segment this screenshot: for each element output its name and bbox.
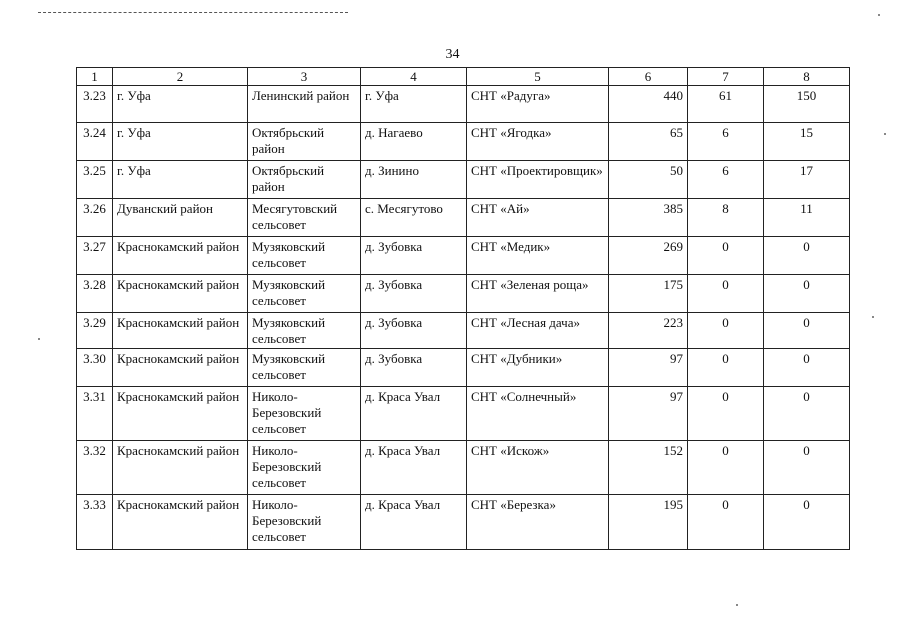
table-cell-c6: 50 [609,161,688,199]
table-cell-c7: 6 [688,161,764,199]
table-cell-c8: 0 [764,313,850,349]
table-row [77,313,850,349]
column-header: 5 [467,68,609,86]
table-cell-c6: 97 [609,349,688,387]
column-header: 1 [77,68,113,86]
table-cell-c8: 0 [764,387,850,441]
table-cell-c4: д. Зинино [361,161,467,199]
table-cell-c5: СНТ «Березка» [467,495,609,550]
table-cell-c4: д. Краса Увал [361,387,467,441]
scan-speck [38,338,40,340]
table-cell-c4: д. Зубовка [361,313,467,349]
table-cell-c3: Николо-Березовский сельсовет [248,441,361,495]
scan-speck [736,604,738,606]
table-cell-c1: 3.31 [77,387,113,441]
table-cell-c4: д. Зубовка [361,349,467,387]
table-cell-c7: 8 [688,199,764,237]
table-cell-c4: г. Уфа [361,86,467,123]
table-cell-c8: 11 [764,199,850,237]
table-cell-c5: СНТ «Проектировщик» [467,161,609,199]
table-cell-c3: Месягутовский сельсовет [248,199,361,237]
table-cell-c6: 223 [609,313,688,349]
table-cell-c7: 6 [688,123,764,161]
scan-speck [884,133,886,135]
column-header: 8 [764,68,850,86]
table-cell-c6: 97 [609,387,688,441]
table-cell-c3: Музяковский сельсовет [248,349,361,387]
table-row [77,495,850,550]
table-cell-c3: Музяковский сельсовет [248,275,361,313]
top-scan-rule [38,12,348,13]
table-cell-c8: 0 [764,349,850,387]
table-cell-c5: СНТ «Искож» [467,441,609,495]
table-cell-c2: г. Уфа [113,123,248,161]
table-cell-c7: 61 [688,86,764,123]
table-cell-c7: 0 [688,495,764,550]
table-cell-c5: СНТ «Зеленая роща» [467,275,609,313]
table-cell-c1: 3.30 [77,349,113,387]
table-row [77,123,850,161]
table-cell-c7: 0 [688,237,764,275]
column-header: 2 [113,68,248,86]
header-row [77,68,850,86]
table-row [77,199,850,237]
table-cell-c1: 3.33 [77,495,113,550]
table-row [77,161,850,199]
page-number: 34 [445,47,460,62]
table-cell-c2: г. Уфа [113,86,248,123]
table-cell-c4: д. Нагаево [361,123,467,161]
table-cell-c1: 3.23 [77,86,113,123]
table-cell-c1: 3.27 [77,237,113,275]
scan-speck [878,14,880,16]
table-cell-c2: Дуванский район [113,199,248,237]
table-cell-c4: д. Зубовка [361,275,467,313]
table-cell-c5: СНТ «Радуга» [467,86,609,123]
table-cell-c1: 3.32 [77,441,113,495]
table-cell-c1: 3.28 [77,275,113,313]
table-cell-c2: Краснокамский район [113,275,248,313]
table-cell-c6: 175 [609,275,688,313]
table-cell-c2: Краснокамский район [113,313,248,349]
table-cell-c8: 0 [764,495,850,550]
table-row [77,349,850,387]
table-cell-c4: с. Месягутово [361,199,467,237]
table-cell-c6: 152 [609,441,688,495]
table-cell-c8: 150 [764,86,850,123]
table-cell-c3: Николо-Березовский сельсовет [248,387,361,441]
table-cell-c2: Краснокамский район [113,349,248,387]
table-cell-c8: 0 [764,275,850,313]
table-cell-c5: СНТ «Медик» [467,237,609,275]
table-cell-c5: СНТ «Лесная дача» [467,313,609,349]
table-cell-c3: Николо-Березовский сельсовет [248,495,361,550]
table-row [77,441,850,495]
table-cell-c3: Музяковский сельсовет [248,313,361,349]
table-cell-c2: Краснокамский район [113,237,248,275]
table-row [77,387,850,441]
table-cell-c5: СНТ «Ягодка» [467,123,609,161]
table-cell-c5: СНТ «Солнечный» [467,387,609,441]
table-cell-c7: 0 [688,387,764,441]
table-cell-c7: 0 [688,275,764,313]
table-cell-c7: 0 [688,349,764,387]
table-cell-c1: 3.26 [77,199,113,237]
table-cell-c8: 15 [764,123,850,161]
table-cell-c6: 65 [609,123,688,161]
table-cell-c2: Краснокамский район [113,441,248,495]
table-cell-c8: 17 [764,161,850,199]
table-cell-c4: д. Зубовка [361,237,467,275]
scan-speck [872,316,874,318]
column-header: 6 [609,68,688,86]
table-cell-c3: Октябрьский район [248,123,361,161]
table-cell-c1: 3.24 [77,123,113,161]
column-header: 3 [248,68,361,86]
table-cell-c5: СНТ «Ай» [467,199,609,237]
table-cell-c7: 0 [688,313,764,349]
table-cell-c1: 3.29 [77,313,113,349]
table-cell-c3: Октябрьский район [248,161,361,199]
table-row [77,275,850,313]
table-row [77,86,850,123]
table-cell-c3: Музяковский сельсовет [248,237,361,275]
table-cell-c3: Ленинский район [248,86,361,123]
table-cell-c5: СНТ «Дубники» [467,349,609,387]
table-cell-c4: д. Краса Увал [361,495,467,550]
table-cell-c6: 385 [609,199,688,237]
table-cell-c8: 0 [764,237,850,275]
table-cell-c2: г. Уфа [113,161,248,199]
column-header: 4 [361,68,467,86]
table-cell-c6: 269 [609,237,688,275]
data-table [76,67,850,550]
table-cell-c8: 0 [764,441,850,495]
column-header: 7 [688,68,764,86]
table-cell-c1: 3.25 [77,161,113,199]
table-cell-c2: Краснокамский район [113,387,248,441]
table-cell-c2: Краснокамский район [113,495,248,550]
table-cell-c7: 0 [688,441,764,495]
table-cell-c6: 195 [609,495,688,550]
table-row [77,237,850,275]
table-cell-c6: 440 [609,86,688,123]
table-cell-c4: д. Краса Увал [361,441,467,495]
